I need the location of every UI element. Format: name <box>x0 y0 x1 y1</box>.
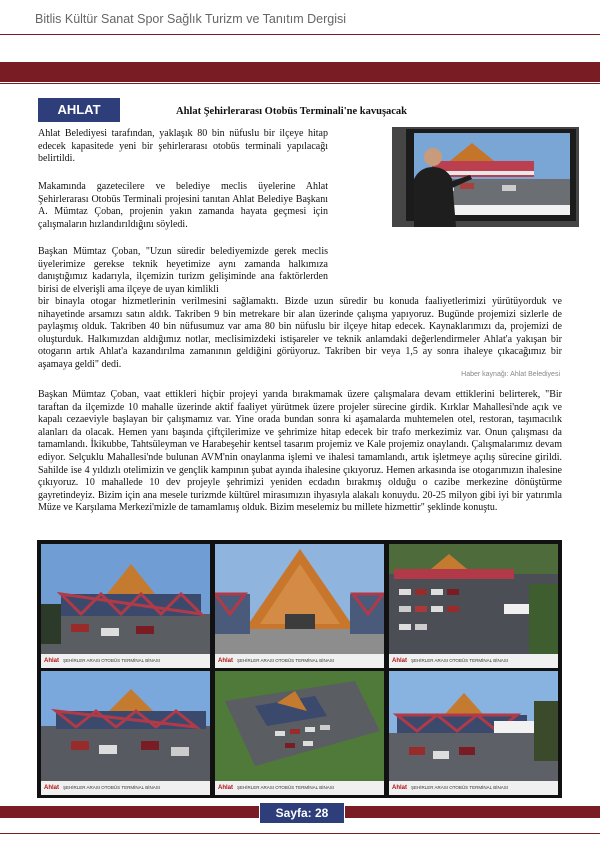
presentation-photo-graphic <box>392 127 579 227</box>
header-rule <box>0 34 600 35</box>
header-bar-line <box>0 83 600 84</box>
terminal-render-grid <box>37 540 562 798</box>
render-caption-text: ŞEHİRLER ARASI OTOBÜS TERMİNAL BİNASI <box>237 785 334 790</box>
render-image <box>389 544 558 654</box>
header-bar <box>0 62 600 82</box>
render-image <box>389 671 558 781</box>
render-caption-text: ŞEHİRLER ARASI OTOBÜS TERMİNAL BİNASI <box>237 658 334 663</box>
render-image <box>41 544 210 654</box>
paragraph-3b: bir binayla otogar hizmetlerinin verilmesini sağlamaktı. Bizde uzun süredir bu konuda faaliyetlerimizi yürütüyorduk ve nihayetinde arsamızı satın aldık. Takriben 9 bin metrekare bir alan üzerinde çalışma yapıyoruz. Bugünde projemizi sizlerle de paylaşmış olduk. Takriben 40 bin nüfusumuz var ama 80 bin nüfuslu bir ilçeye hitap edecek. Kaynaklarımızı da, projemizi de oluşturduk. Halkımızdan aldığımız notlar, meclisimizdeki istişareler ve teknik anlamdaki değerlendirmeler Ahlat'a yakışan bir otogarın artık Ahlat'a kazandırılma zamanının geldiğini görüyoruz. Takriben bir veya 1,5 ay sonra ihaleye çıkacağımız bir aşamaya geldi" dedi. <box>38 296 562 370</box>
render-caption-text: ŞEHİRLER ARASI OTOBÜS TERMİNAL BİNASI <box>411 658 508 663</box>
render-brand: Ahlat <box>44 785 59 791</box>
render-image <box>215 671 384 781</box>
render-thumbnail <box>41 544 210 668</box>
render-thumbnail <box>389 544 558 668</box>
render-brand: Ahlat <box>218 785 233 791</box>
magazine-title: Bitlis Kültür Sanat Spor Sağlık Turizm ve Tanıtım Dergisi <box>35 12 346 26</box>
render-thumbnail <box>41 671 210 795</box>
section-badge: AHLAT <box>38 98 120 122</box>
render-thumbnail <box>389 671 558 795</box>
render-caption-text: ŞEHİRLER ARASI OTOBÜS TERMİNAL BİNASI <box>63 658 160 663</box>
render-thumbnail <box>215 671 384 795</box>
render-brand: Ahlat <box>392 785 407 791</box>
paragraph-1: Ahlat Belediyesi tarafından, yaklaşık 80 bin nüfuslu bir ilçeye hitap edecek kapasitede yeni bir şehirlerarası otobüs terminali yapılacağı belirtildi. <box>38 128 328 165</box>
article-headline: Ahlat Şehirlerarası Otobüs Terminali'ne kavuşacak <box>176 106 408 117</box>
render-thumbnail <box>215 544 384 668</box>
render-caption-text: ŞEHİRLER ARASI OTOBÜS TERMİNAL BİNASI <box>63 785 160 790</box>
page-number-badge: Sayfa: 28 <box>259 802 345 824</box>
render-caption <box>41 654 210 668</box>
render-image <box>41 671 210 781</box>
paragraph-4: Başkan Mümtaz Çoban, vaat ettikleri hiçbir projeyi yarıda bırakmamak üzere çalışmalara devam ettiklerini belirterek, "Bir taraftan da ilçemizde 10 mahalle üzerinde aktif faaliyet yürütmek üzere projeler sürecine girdik. Kırklar Mahallesi'nde açık ve kapalı cezaeviyle başlayan bir çalışmamız var. Yine orada bundan sonra ki aşamalarda muhtemelen otel, restoran, taşımacılık alanları da olacak. Hemen yanı başında çiftçilerimize ve şehrimize hitap edecek bir trafo merkezimiz var. Onun çalışması da tamamlandı. İkikubbe, Tahtsüleyman ve Harabeşehir kentsel tasarım projemiz ve Kale projemiz onaylandı. Çalışmalarımız devam ediyor. Selçuklu Mahallesi'nde bulunan AVM'nin onaylanma işlemi ve ihalesi tamamlandı, artık işletmeye açılış sürecine girildi. Sahilde ise 4 yıldızlı otelimizin ve gençlik kampının şubat ayında ihalesine çıkıyoruz. Hemen arkasında ise otogarımızın ihalesine çıkıyoruz. 10 mahallede 10 dev projeyle şehrimizi yeniden ecdadın bırakmış olduğu o cazibe merkezine dönüştürme gayretindeyiz. Bizim için ana mesele turizmde kültürel mirasımızın ihyasıyla alakalı konuydu. 20-25 milyon gibi iyi bir yatırımla Müze ve Karşılama Merkezi'mizle de tamamlamış olduk. Bizim meselemiz bu millete hizmettir" şeklinde konuştu. <box>38 389 562 514</box>
render-caption <box>389 781 558 795</box>
render-caption <box>215 781 384 795</box>
footer-rule <box>0 833 600 834</box>
render-caption-text: ŞEHİRLER ARASI OTOBÜS TERMİNAL BİNASI <box>411 785 508 790</box>
render-caption <box>389 654 558 668</box>
render-caption <box>215 654 384 668</box>
render-brand: Ahlat <box>392 658 407 664</box>
mayor-presentation-photo <box>392 127 579 227</box>
news-source: Haber kaynağı: Ahlat Belediyesi <box>461 371 560 378</box>
paragraph-3a: Başkan Mümtaz Çoban, "Uzun süredir belediyemizde gerek meclis üyelerimize gerekse teknik heyetimize aynı zamanda halkımıza danıştığımız kadarıyla, ilçemizin turizm gelişiminde ana faktörlerden birisi de elverişli ama ilçeye de uyan kimlikli <box>38 246 328 295</box>
render-image <box>215 544 384 654</box>
paragraph-2: Makamında gazetecilere ve belediye meclis üyelerine Ahlat Şehirlerarası Otobüs Terminali projesini tanıtan Ahlat Belediye Başkanı A. Mümtaz Çoban, projenin yakın zamanda hayata geçmesi için çalışmaların hızlandırıldığını söyledi. <box>38 181 328 230</box>
render-brand: Ahlat <box>44 658 59 664</box>
render-brand: Ahlat <box>218 658 233 664</box>
render-caption <box>41 781 210 795</box>
